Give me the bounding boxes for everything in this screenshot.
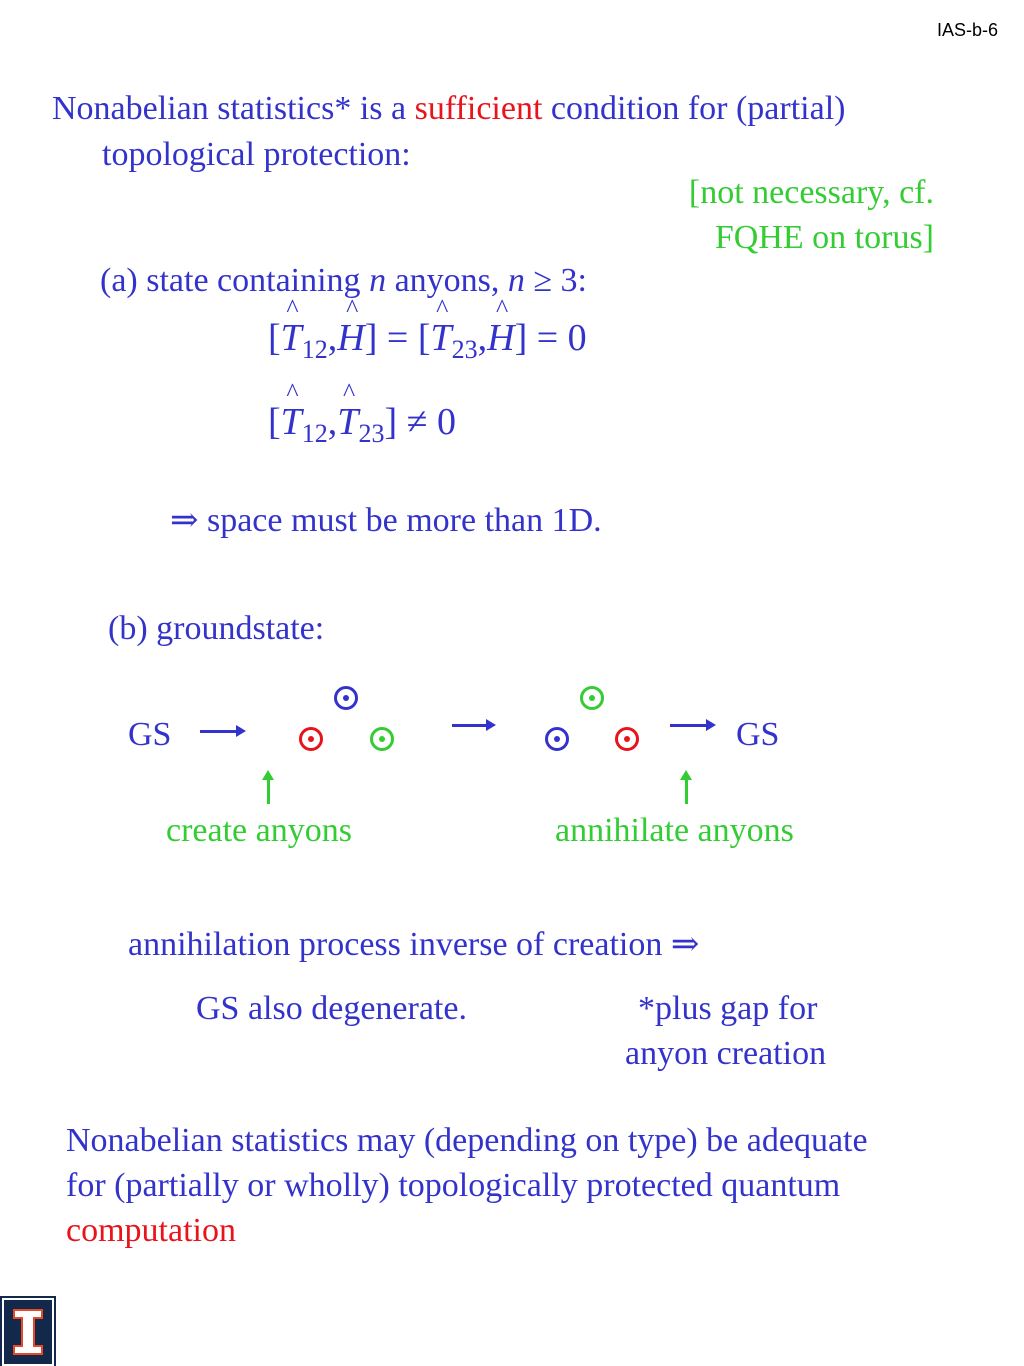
case-a-var-n: n: [369, 262, 387, 299]
arrow-create: [200, 730, 240, 733]
footnote-line-2: anyon creation: [625, 1035, 827, 1072]
case-b: (b) groundstate:: [108, 610, 325, 647]
annihilate-anyons-label: annihilate anyons: [555, 812, 794, 849]
case-a-suffix: ≥ 3:: [524, 262, 587, 299]
eq2-sub12: 12: [301, 419, 328, 448]
anyon-blue-1: [334, 686, 358, 710]
anyon-green-2: [580, 686, 604, 710]
arrow-up-create: [267, 778, 270, 804]
aside-line-1: [not necessary, cf.: [688, 174, 934, 211]
intro-part2: condition for (partial): [542, 90, 846, 127]
aside-line-2: FQHE on torus]: [714, 219, 934, 256]
arrow-braid: [452, 724, 490, 727]
anyon-blue-2: [545, 727, 569, 751]
eq1-T23: ^ T: [431, 316, 452, 360]
intro-highlight: sufficient: [414, 90, 543, 127]
eq2-sub23: 23: [358, 419, 385, 448]
eq1-comma: ,: [327, 317, 338, 359]
arrow-up-annihilate: [685, 778, 688, 804]
case-a-middle: anyons,: [386, 262, 508, 299]
case-a: [100, 258, 587, 304]
create-anyons-label: create anyons: [166, 812, 352, 849]
eq1-H: ^ H: [337, 316, 364, 360]
footnote-line-1: *plus gap for: [638, 990, 818, 1027]
intro-part1: Nonabelian statistics* is a: [52, 90, 415, 127]
eq2-comma: ,: [327, 401, 338, 443]
conclusion-line-2: GS also degenerate.: [196, 990, 467, 1027]
eq1-T12: ^ T: [281, 316, 302, 360]
eq2-end: ] ≠ 0: [384, 401, 456, 443]
intro-line-1: [52, 86, 845, 132]
final-line-1: Nonabelian statistics may (depending on type) be adequate: [66, 1122, 868, 1159]
case-a-prefix: (a) state containing: [100, 262, 370, 299]
arrow-annihilate: [670, 724, 710, 727]
eq1-comma2: ,: [477, 317, 488, 359]
anyon-red-1: [299, 727, 323, 751]
equation-noncommute: [268, 400, 456, 449]
eq1-open: [: [268, 317, 281, 359]
eq1-end: ] = 0: [514, 317, 587, 359]
final-line-2: for (partially or wholly) topologically protected quantum: [66, 1167, 841, 1204]
eq1-H2: ^ H: [487, 316, 514, 360]
block-i-icon: [4, 1300, 52, 1364]
implication: ⇒ space must be more than 1D.: [170, 502, 602, 539]
equation-commute-hamiltonian: [268, 316, 587, 365]
slide-id: IAS-b-6: [936, 20, 998, 40]
eq2-open: [: [268, 401, 281, 443]
intro-line-2: topological protection:: [102, 136, 411, 173]
university-logo: [2, 1298, 54, 1366]
gs-left-label: GS: [128, 716, 172, 753]
eq2-T12: ^ T: [281, 400, 302, 444]
gs-right-label: GS: [736, 716, 780, 753]
eq1-mid: ] = [: [364, 317, 431, 359]
eq2-T23: ^ T: [337, 400, 358, 444]
conclusion-line-1: annihilation process inverse of creation ⇒: [128, 926, 700, 963]
eq1-sub12: 12: [301, 335, 328, 364]
anyon-red-2: [615, 727, 639, 751]
final-line-3: computation: [66, 1212, 236, 1249]
eq1-sub23: 23: [451, 335, 478, 364]
anyon-green-1: [370, 727, 394, 751]
case-a-var-n2: n: [507, 262, 525, 299]
